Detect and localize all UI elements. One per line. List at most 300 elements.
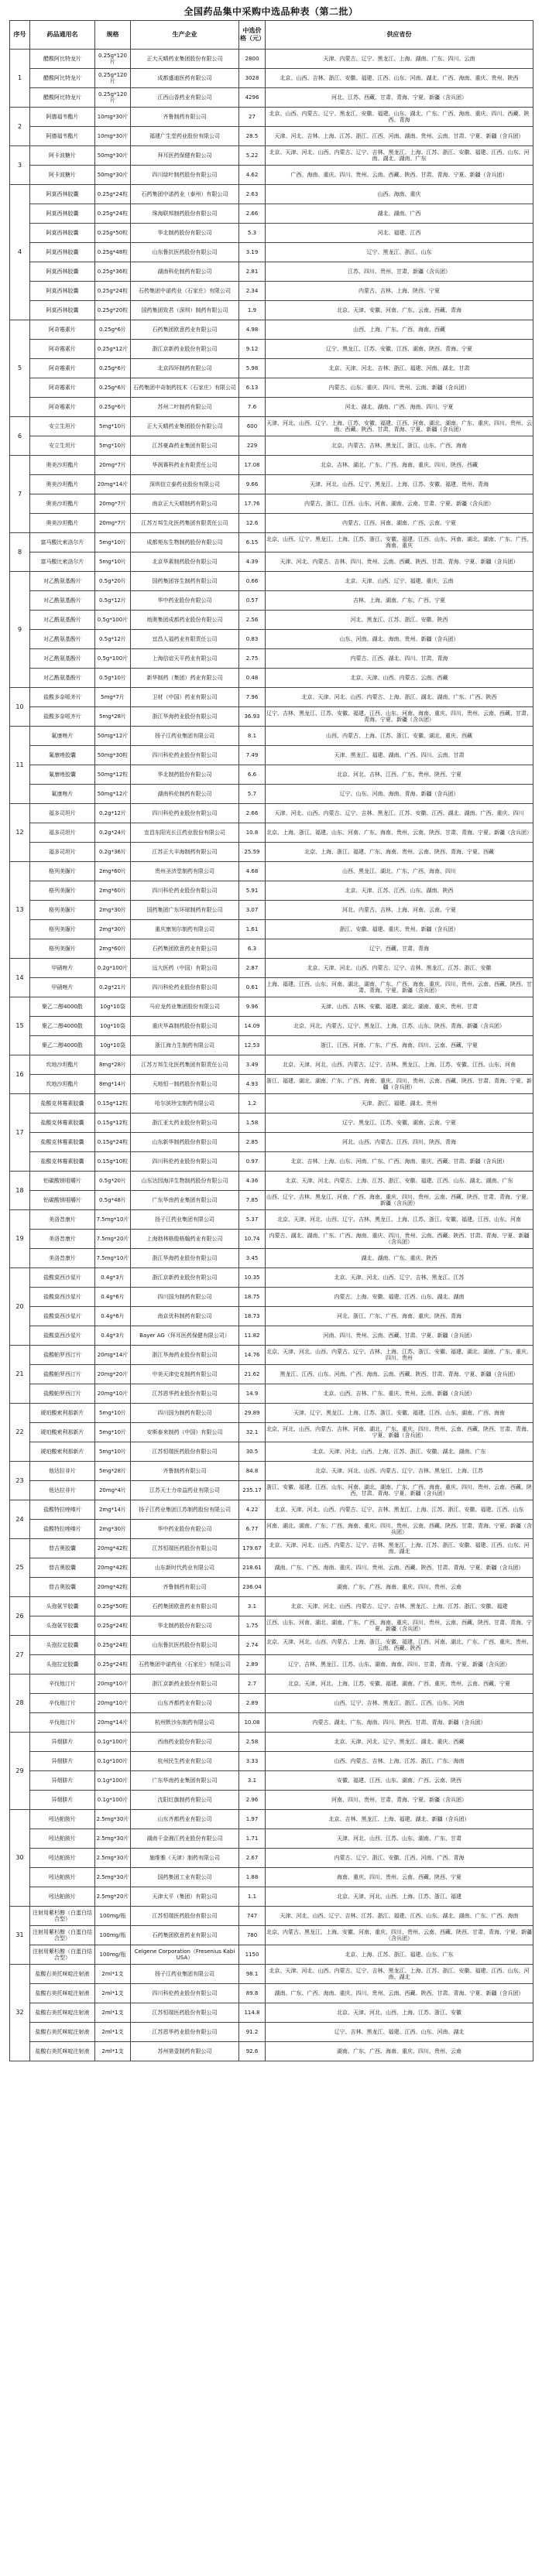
cell-regions: 山西、内蒙古、上海、江苏、浙江、安徽、湖北、重庆、西藏 xyxy=(266,727,533,746)
cell-name: 富马酸比索洛尔片 xyxy=(30,533,95,552)
cell-regions: 北京、天津、河北、山西、上海、江苏、浙江、安徽、湖北、湖南、广东 xyxy=(266,1442,533,1462)
table-row xyxy=(10,1288,533,1307)
table-row xyxy=(10,1907,533,1926)
cell-price: 236.04 xyxy=(239,1578,266,1597)
table-row xyxy=(10,572,533,591)
cell-spec: 0.25g*120片 xyxy=(95,88,131,108)
cell-name: 辛伐他汀片 xyxy=(30,1713,95,1733)
cell-seq: 27 xyxy=(10,1636,30,1675)
table-row xyxy=(10,1887,533,1907)
table-row xyxy=(10,920,533,939)
cell-spec: 0.25g*24粒 xyxy=(95,185,131,204)
cell-regions: 上海、福建、江西、山东、河南、湖北、湖南、广东、广西、海南、重庆、四川、贵州、云南、西藏、陕西、甘肃、青海、宁夏、新疆（含兵团） xyxy=(266,978,533,997)
cell-regions: 北京、内蒙古、吉林、黑龙江、浙江、山东、广西、海南 xyxy=(266,436,533,456)
table-row xyxy=(10,1442,533,1462)
cell-price: 5.7 xyxy=(239,785,266,804)
cell-name: 聚乙二醇4000散 xyxy=(30,1017,95,1036)
cell-price: 2.81 xyxy=(239,262,266,282)
cell-company: 哈尔滨珍宝制药有限公司 xyxy=(131,1094,239,1114)
cell-price: 2.7 xyxy=(239,1675,266,1694)
page xyxy=(9,0,533,2061)
cell-regions: 天津、浙江、福建、湖北、贵州 xyxy=(266,1094,533,1114)
cell-company: 成都苑东生物制药股份有限公司 xyxy=(131,533,239,552)
cell-seq: 28 xyxy=(10,1675,30,1733)
cell-price: 10.74 xyxy=(239,1230,266,1249)
cell-name: 吲达帕胺片 xyxy=(30,1810,95,1829)
cell-name: 异烟肼片 xyxy=(30,1752,95,1771)
cell-regions: 北京、天津、河北、山西、内蒙古、辽宁、吉林、黑龙江、上海、江苏 xyxy=(266,1462,533,1481)
cell-regions: 内蒙古、山东、重庆、四川、贵州、云南、新疆（含兵团） xyxy=(266,378,533,398)
cell-price: 30.5 xyxy=(239,1442,266,1462)
cell-regions: 北京、吉林、湖北、广东、广西、海南、重庆、四川、陕西、西藏 xyxy=(266,456,533,475)
cell-regions: 浙江、江西、河南、广东、广西、海南、四川、云南、西藏、宁夏 xyxy=(266,1036,533,1055)
cell-spec: 2mg*60片 xyxy=(95,881,131,901)
cell-company: 湖南千金湘江药业股份有限公司 xyxy=(131,1829,239,1849)
cell-spec: 0.5g*12片 xyxy=(95,591,131,611)
cell-company: 浙江亚太药业股份有限公司 xyxy=(131,1114,239,1133)
cell-regions: 北京、天津、河北、辽宁、黑龙江、湖北、重庆、西藏 xyxy=(266,1733,533,1752)
cell-price: 89.8 xyxy=(239,1984,266,2003)
table-row xyxy=(10,1558,533,1578)
cell-spec: 0.25g*24粒 xyxy=(95,1616,131,1636)
cell-spec: 5mg*28片 xyxy=(95,1462,131,1481)
cell-name: 安立生坦片 xyxy=(30,436,95,456)
cell-regions: 内蒙古、湖北、广东、海南、四川、陕西、甘肃、青海、新疆（含兵团） xyxy=(266,1713,533,1733)
cell-spec: 20mg*7片 xyxy=(95,456,131,475)
cell-name: 氟康唑胶囊 xyxy=(30,746,95,765)
cell-seq: 9 xyxy=(10,572,30,688)
cell-seq: 26 xyxy=(10,1597,30,1636)
cell-price: 29.89 xyxy=(239,1404,266,1423)
cell-price: 5.98 xyxy=(239,359,266,378)
table-row xyxy=(10,1191,533,1210)
cell-company: 上海信谊天平药业有限公司 xyxy=(131,649,239,669)
cell-price: 3.1 xyxy=(239,1597,266,1616)
cell-price: 14.76 xyxy=(239,1346,266,1365)
table-row xyxy=(10,456,533,475)
cell-regions: 天津、黑龙江、福建、湖南、广西、四川、云南、甘肃 xyxy=(266,746,533,765)
cell-name: 福多司坦片 xyxy=(30,843,95,862)
cell-regions: 北京、天津、河北、上海、江苏、安徽、福建、湖南、广西、重庆、贵州、云南、西藏、宁夏 xyxy=(266,1675,533,1694)
table-row xyxy=(10,1249,533,1268)
cell-regions: 北京、天津、江苏、江西、山东、湖南、陕西 xyxy=(266,881,533,901)
cell-company: 石药集团中诺药业（泰州）有限公司 xyxy=(131,185,239,204)
cell-regions: 安徽、福建、江西、山东、湖南、广西、云南、陕西 xyxy=(266,1771,533,1791)
cell-spec: 50mg*12片 xyxy=(95,727,131,746)
cell-regions: 内蒙古、吉林、上海、陕西、宁夏 xyxy=(266,282,533,301)
cell-name: 盐酸克林霉素胶囊 xyxy=(30,1133,95,1152)
cell-spec: 20mg*42粒 xyxy=(95,1578,131,1597)
cell-company: 山东新华制药股份有限公司 xyxy=(131,1133,239,1152)
cell-name: 盐酸莫西沙星片 xyxy=(30,1288,95,1307)
table-row xyxy=(10,1810,533,1829)
table-row xyxy=(10,823,533,843)
cell-name: 铝碳酸镁咀嚼片 xyxy=(30,1172,95,1191)
cell-name: 氟康唑胶囊 xyxy=(30,765,95,785)
cell-regions: 辽宁、吉林、黑龙江、江苏、安徽、福建、江西、山东、河南、海南、重庆、四川、贵州、云南、西藏、甘肃、青海、宁夏、新疆（含兵团） xyxy=(266,707,533,727)
cell-regions: 北京、天津、河北、山西、内蒙古、辽宁、吉林、黑龙江、江苏、浙江、安徽 xyxy=(266,959,533,978)
table-row xyxy=(10,398,533,417)
cell-name: 聚乙二醇4000散 xyxy=(30,997,95,1017)
cell-name: 福多司坦片 xyxy=(30,823,95,843)
cell-spec: 50mg*12片 xyxy=(95,785,131,804)
table-row xyxy=(10,494,533,514)
cell-company: 四川科伦药业股份有限公司 xyxy=(131,978,239,997)
cell-name: 盐酸莫西沙星片 xyxy=(30,1307,95,1326)
cell-price: 1.88 xyxy=(239,1868,266,1887)
cell-company: 扬子江药业集团江苏制药股份有限公司 xyxy=(131,1500,239,1520)
cell-company: 江西山香药业有限公司 xyxy=(131,88,239,108)
cell-company: 国药集团工业有限公司 xyxy=(131,1868,239,1887)
cell-price: 0.48 xyxy=(239,669,266,688)
cell-company: 四川科伦药业股份有限公司 xyxy=(131,804,239,823)
page-title: 全国药品集中采购中选品种表（第二批） xyxy=(184,6,358,17)
cell-spec: 100mg/瓶 xyxy=(95,1907,131,1926)
cell-company: 浙江京新药业股份有限公司 xyxy=(131,1268,239,1288)
cell-spec: 20mg*42粒 xyxy=(95,1539,131,1558)
cell-regions: 山西、上海、广东、广西、海南、西藏 xyxy=(266,320,533,340)
cell-regions: 河北、黑龙江、江苏、浙江、安徽、陕西 xyxy=(266,611,533,630)
table-row xyxy=(10,224,533,243)
cell-spec: 5mg*28片 xyxy=(95,707,131,727)
table-row xyxy=(10,378,533,398)
table-row xyxy=(10,1500,533,1520)
cell-price: 179.67 xyxy=(239,1539,266,1558)
table-row xyxy=(10,552,533,572)
cell-price: 10.08 xyxy=(239,1713,266,1733)
cell-regions: 北京、上海、江苏、浙江、福建、山东、广东 xyxy=(266,1945,533,1965)
cell-regions: 北京、山西、内蒙古、辽宁、黑龙江、安徽、福建、山东、湖北、广东、广西、海南、重庆、四川、西藏、陕西、青海 xyxy=(266,108,533,127)
cell-spec: 20mg*7片 xyxy=(95,494,131,514)
cell-price: 4296 xyxy=(239,88,266,108)
cell-company: 国药集团广东环球制药有限公司 xyxy=(131,901,239,920)
cell-price: 2.67 xyxy=(239,1849,266,1868)
cell-regions: 海南、重庆、四川、贵州、云南、西藏、陕西、宁夏 xyxy=(266,1868,533,1887)
cell-spec: 20mg*14片 xyxy=(95,1713,131,1733)
cell-spec: 0.25g*12片 xyxy=(95,340,131,359)
cell-name: 阿莫西林胶囊 xyxy=(30,301,95,320)
cell-company: 安斯泰来制药（中国）有限公司 xyxy=(131,1423,239,1442)
cell-company: 浙江华海药业股份有限公司 xyxy=(131,707,239,727)
cell-price: 3.07 xyxy=(239,901,266,920)
cell-company: 江苏恒瑞医药股份有限公司 xyxy=(131,1442,239,1462)
cell-seq: 17 xyxy=(10,1094,30,1172)
cell-regions: 湖北、湖南、广东、重庆、陕西 xyxy=(266,1249,533,1268)
cell-regions: 河北、湖北、湖南、广西、海南、四川、宁夏 xyxy=(266,398,533,417)
cell-spec: 0.5g*12片 xyxy=(95,630,131,649)
cell-name: 格列美脲片 xyxy=(30,901,95,920)
table-row xyxy=(10,901,533,920)
cell-regions: 北京、天津、安徽、河南、广东、云南、西藏、青海 xyxy=(266,301,533,320)
cell-company: 江苏天士力帝益药业有限公司 xyxy=(131,1481,239,1500)
cell-price: 7.85 xyxy=(239,1191,266,1210)
cell-spec: 2ml*1支 xyxy=(95,1965,131,1984)
table-row xyxy=(10,1307,533,1326)
cell-price: 4.98 xyxy=(239,320,266,340)
cell-name: 盐酸帕罗西汀片 xyxy=(30,1346,95,1365)
cell-seq: 4 xyxy=(10,185,30,320)
cell-spec: 0.5g*20片 xyxy=(95,1172,131,1191)
cell-regions: 北京、天津、河北、山西、内蒙古、上海、浙江、安徽、福建、江西、河南、湖北、广东、广西、重庆、贵州、云南、西藏、陕西 xyxy=(266,1636,533,1655)
cell-company: 施维雅（天津）制药有限公司 xyxy=(131,1849,239,1868)
table-row xyxy=(10,1926,533,1945)
cell-name: 奥美沙坦酯片 xyxy=(30,456,95,475)
cell-spec: 2.5mg*20片 xyxy=(95,1887,131,1907)
cell-seq: 25 xyxy=(10,1539,30,1597)
cell-regions: 江苏、四川、贵州、甘肃、新疆（含兵团） xyxy=(266,262,533,282)
table-row xyxy=(10,746,533,765)
cell-regions: 辽宁、西藏、甘肃、青海 xyxy=(266,939,533,959)
cell-spec: 0.25g*48粒 xyxy=(95,243,131,262)
cell-regions: 湖南、广东、广西、海南、重庆、四川、贵州、云南、西藏、陕西、甘肃、青海、宁夏、新疆（含兵团） xyxy=(266,1558,533,1578)
cell-name: 盐酸特拉唑嗪片 xyxy=(30,1500,95,1520)
cell-name: 对乙酰氨基酚片 xyxy=(30,591,95,611)
cell-spec: 0.25g*50粒 xyxy=(95,224,131,243)
cell-spec: 20mg*4片 xyxy=(95,1481,131,1500)
cell-regions: 北京、天津、河北、山西、内蒙古、辽宁、吉林、黑龙江、上海、江苏、浙江、安徽、福建、江西、山东、河南、湖北 xyxy=(266,1965,533,1984)
cell-regions: 黑龙江、江西、山东、河南、广西、海南、云南、西藏、陕西、甘肃、青海、宁夏、新疆（含兵团） xyxy=(266,1365,533,1384)
cell-name: 坎地沙坦酯片 xyxy=(30,1075,95,1094)
cell-seq: 7 xyxy=(10,456,30,533)
cell-spec: 20mg*14片 xyxy=(95,1346,131,1365)
cell-regions: 河北、福建、江西 xyxy=(266,224,533,243)
cell-price: 1.58 xyxy=(239,1114,266,1133)
cell-name: 奥美沙坦酯片 xyxy=(30,494,95,514)
cell-spec: 0.25g*24粒 xyxy=(95,282,131,301)
cell-price: 32.1 xyxy=(239,1423,266,1442)
cell-regions: 辽宁、黑龙江、浙江、山东 xyxy=(266,243,533,262)
cell-regions: 北京、天津、河北、内蒙古、上海、江苏、浙江、安徽、福建、江西、山东、湖北、湖南、广东 xyxy=(266,1172,533,1191)
table-row xyxy=(10,669,533,688)
table-row xyxy=(10,301,533,320)
cell-company: 四川绿叶制药股份有限公司 xyxy=(131,166,239,185)
cell-spec: 20mg*14片 xyxy=(95,475,131,494)
cell-name: 他达拉非片 xyxy=(30,1462,95,1481)
cell-name: 盐酸右美托咪啶注射液 xyxy=(30,2042,95,2061)
cell-company: 江苏恒瑞医药股份有限公司 xyxy=(131,1539,239,1558)
cell-spec: 0.4g*3片 xyxy=(95,1326,131,1346)
cell-name: 奥美沙坦酯片 xyxy=(30,514,95,533)
cell-regions: 河南、四川、贵州、甘肃、青海、宁夏、新疆（含兵团） xyxy=(266,1791,533,1810)
cell-regions: 北京、天津、河北、山西、内蒙古、辽宁、吉林、黑龙江、上海、江苏、浙江、安徽、福建、江西、山东、河南、湖北、湖南、广东 xyxy=(266,146,533,166)
cell-name: 格列美脲片 xyxy=(30,862,95,881)
cell-spec: 0.25g*6片 xyxy=(95,320,131,340)
cell-seq: 1 xyxy=(10,50,30,108)
table-row xyxy=(10,1868,533,1887)
cell-name: 阿卡波糖片 xyxy=(30,146,95,166)
table-row xyxy=(10,707,533,727)
cell-regions: 天津、河北、山西、内蒙古、辽宁、吉林、黑龙江、江苏、安徽、江西、湖北、湖南、广西、重庆、四川 xyxy=(266,804,533,823)
table-row xyxy=(10,1404,533,1423)
cell-spec: 0.25g*36粒 xyxy=(95,262,131,282)
cell-price: 8.1 xyxy=(239,727,266,746)
table-row xyxy=(10,127,533,146)
cell-name: 盐酸右美托咪啶注射液 xyxy=(30,1965,95,1984)
cell-price: 12.53 xyxy=(239,1036,266,1055)
cell-spec: 50mg*12粒 xyxy=(95,765,131,785)
cell-regions: 湖北、湖南、广西 xyxy=(266,204,533,224)
cell-price: 2.56 xyxy=(239,611,266,630)
cell-name: 他达拉非片 xyxy=(30,1481,95,1500)
table-row xyxy=(10,1172,533,1191)
cell-price: 1.75 xyxy=(239,1616,266,1636)
cell-company: 石药集团欧意药业有限公司 xyxy=(131,1597,239,1616)
cell-seq: 30 xyxy=(10,1810,30,1907)
cell-price: 25.59 xyxy=(239,843,266,862)
table-row xyxy=(10,359,533,378)
cell-spec: 5mg*10片 xyxy=(95,533,131,552)
cell-name: 对乙酰氨基酚片 xyxy=(30,649,95,669)
cell-spec: 10g*10袋 xyxy=(95,997,131,1017)
cell-price: 2.58 xyxy=(239,1733,266,1752)
table-row xyxy=(10,959,533,978)
cell-company: 天地恒一制药股份有限公司 xyxy=(131,1075,239,1094)
cell-spec: 5mg*10片 xyxy=(95,1423,131,1442)
cell-price: 229 xyxy=(239,436,266,456)
cell-price: 14.09 xyxy=(239,1017,266,1036)
cell-regions: 山西、内蒙古、吉林、上海、江苏、浙江、广东、海南 xyxy=(266,1752,533,1771)
cell-spec: 0.1g*100片 xyxy=(95,1752,131,1771)
cell-seq: 18 xyxy=(10,1172,30,1210)
cell-company: 深圳信立泰药业股份有限公司 xyxy=(131,475,239,494)
cell-regions: 北京、吉林、黑龙江、上海、福建、湖北、新疆（含兵团） xyxy=(266,1810,533,1829)
cell-name: 醋酸阿比特龙片 xyxy=(30,69,95,88)
cell-seq: 29 xyxy=(10,1733,30,1810)
cell-seq: 3 xyxy=(10,146,30,185)
cell-regions: 北京、天津、山西、辽宁、福建、重庆、云南 xyxy=(266,572,533,591)
table-row xyxy=(10,630,533,649)
cell-company: 浙江京新药业股份有限公司 xyxy=(131,1675,239,1694)
cell-spec: 2mg*30片 xyxy=(95,901,131,920)
cell-company: 四川科伦药业股份有限公司 xyxy=(131,1152,239,1172)
cell-name: 吲达帕胺片 xyxy=(30,1887,95,1907)
cell-name: 氟康唑片 xyxy=(30,785,95,804)
table-row xyxy=(10,1675,533,1694)
cell-name: 盐酸克林霉素胶囊 xyxy=(30,1114,95,1133)
table-row xyxy=(10,1694,533,1713)
table-row xyxy=(10,108,533,127)
table-row xyxy=(10,1829,533,1849)
cell-company: 湖南科伦制药有限公司 xyxy=(131,785,239,804)
cell-regions: 天津、内蒙古、辽宁、黑龙江、上海、湖南、广东、四川、云南 xyxy=(266,50,533,69)
table-row xyxy=(10,804,533,823)
cell-company: 石药集团欧意药业有限公司 xyxy=(131,1926,239,1945)
cell-company: 山东鲁抗医药股份有限公司 xyxy=(131,1636,239,1655)
cell-company: 扬子江药业集团有限公司 xyxy=(131,1965,239,1984)
cell-price: 218.61 xyxy=(239,1558,266,1578)
cell-price: 18.73 xyxy=(239,1307,266,1326)
cell-company: 上海勃林格殷格翰药业有限公司 xyxy=(131,1230,239,1249)
cell-regions: 浙江、安徽、福建、江西、山东、河南、湖北、湖南、广东、广西、海南、重庆、四川、贵州、云南、西藏、陕西、甘肃、青海、宁夏、新疆（含兵团） xyxy=(266,1481,533,1500)
table-row xyxy=(10,417,533,436)
cell-company: 石药集团欧意药业有限公司 xyxy=(131,939,239,959)
cell-price: 0.83 xyxy=(239,630,266,649)
table-row xyxy=(10,1771,533,1791)
cell-name: 头孢氨苄胶囊 xyxy=(30,1616,95,1636)
cell-price: 1.97 xyxy=(239,1810,266,1829)
cell-name: 阿奇霉素片 xyxy=(30,398,95,417)
cell-regions: 浙江、福建、湖北、湖南、广东、广西、海南、重庆、四川、贵州、云南、西藏、陕西、甘肃、青海、宁夏、新疆（含兵团） xyxy=(266,1075,533,1094)
cell-name: 盐酸多奈哌齐片 xyxy=(30,707,95,727)
cell-spec: 0.5g*10片 xyxy=(95,669,131,688)
cell-regions: 吉林、上海、湖南、广东、广西、宁夏 xyxy=(266,591,533,611)
cell-regions: 天津、河北、山西、辽宁、上海、江苏、安徽、福建、江西、河南、湖北、湖南、广东、重庆、四川、贵州、云南、西藏、陕西、甘肃、青海、宁夏、新疆（含兵团） xyxy=(266,417,533,436)
cell-regions: 天津、山西、吉林、安徽、福建、湖北、湖南、重庆、贵州、甘肃 xyxy=(266,997,533,1017)
table-row xyxy=(10,1733,533,1752)
cell-spec: 7.5mg*10片 xyxy=(95,1210,131,1230)
cell-company: 新华制药（集团）药业有限公司 xyxy=(131,669,239,688)
cell-spec: 0.15g*24粒 xyxy=(95,1133,131,1152)
cell-regions: 北京、山西、辽宁、黑龙江、上海、江苏、浙江、安徽、福建、江西、山东、河南、湖北、湖南、广东、广西、海南、重庆 xyxy=(266,533,533,552)
cell-company: 石药集团中诺药业（石家庄）有限公司 xyxy=(131,282,239,301)
cell-spec: 100mg/瓶 xyxy=(95,1926,131,1945)
cell-company: 四川科伦药业股份有限公司 xyxy=(131,1984,239,2003)
cell-spec: 0.25g*120片 xyxy=(95,69,131,88)
cell-regions: 内蒙古、上海、安徽、福建、江西、山东、湖北、湖南 xyxy=(266,1288,533,1307)
cell-company: 浙江华海药业股份有限公司 xyxy=(131,1249,239,1268)
cell-spec: 0.25g*6片 xyxy=(95,378,131,398)
cell-name: 格列美脲片 xyxy=(30,939,95,959)
cell-spec: 20mg*10片 xyxy=(95,1694,131,1713)
cell-price: 2.66 xyxy=(239,804,266,823)
cell-company: 贵州圣济堂制药有限公司 xyxy=(131,862,239,881)
cell-price: 780 xyxy=(239,1926,266,1945)
cell-price: 9.66 xyxy=(239,475,266,494)
cell-regions: 天津、辽宁、黑龙江、上海、江苏、浙江、安徽、福建、江西、山东、湖南、广西、海南 xyxy=(266,1404,533,1423)
cell-regions: 北京、天津、河北、山西、内蒙古、辽宁、吉林、上海、江苏、浙江、安徽、福建、湖北、湖南、广东、重庆、四川、贵州 xyxy=(266,1346,533,1365)
cell-regions: 山东、河南、湖北、海南、贵州、新疆（含兵团） xyxy=(266,630,533,649)
cell-spec: 2ml*1支 xyxy=(95,2023,131,2042)
cell-company: 华北制药股份有限公司 xyxy=(131,765,239,785)
cell-regions: 湖南、广东、广西、海南、重庆、四川、贵州、云南 xyxy=(266,2042,533,2061)
cell-name: 对乙酰氨基酚片 xyxy=(30,669,95,688)
cell-company: 南京优科制药有限公司 xyxy=(131,1307,239,1326)
cell-spec: 0.25g*120片 xyxy=(95,50,131,69)
table-row xyxy=(10,978,533,997)
cell-name: 富马酸比索洛尔片 xyxy=(30,552,95,572)
cell-price: 4.68 xyxy=(239,862,266,881)
table-row xyxy=(10,1791,533,1810)
cell-price: 2.96 xyxy=(239,1791,266,1810)
table-row xyxy=(10,1075,533,1094)
cell-price: 7.6 xyxy=(239,398,266,417)
cell-company: 拜耳医药保健有限公司 xyxy=(131,146,239,166)
cell-regions: 湖南、广东、广西、海南、重庆、四川、贵州、云南 xyxy=(266,1578,533,1597)
cell-price: 9.96 xyxy=(239,997,266,1017)
cell-company: 马应龙药业集团股份有限公司 xyxy=(131,997,239,1017)
cell-name: 阿莫西林胶囊 xyxy=(30,262,95,282)
cell-company: 天津太平（集团）有限公司 xyxy=(131,1887,239,1907)
table-row xyxy=(10,1384,533,1404)
cell-company: 北京四环制药有限公司 xyxy=(131,359,239,378)
cell-company: 四川科伦药业股份有限公司 xyxy=(131,881,239,901)
cell-name: 对乙酰氨基酚片 xyxy=(30,611,95,630)
cell-spec: 8mg*28片 xyxy=(95,1055,131,1075)
cell-price: 3.1 xyxy=(239,1771,266,1791)
cell-price: 4.22 xyxy=(239,1500,266,1520)
cell-spec: 8mg*14片 xyxy=(95,1075,131,1094)
cell-spec: 2ml*1支 xyxy=(95,2003,131,2023)
cell-spec: 5mg*10片 xyxy=(95,1404,131,1423)
table-row xyxy=(10,262,533,282)
cell-regions: 天津、河北、内蒙古、吉林、四川、贵州、云南、西藏、陕西、甘肃、青海、宁夏、新疆（含兵团） xyxy=(266,552,533,572)
cell-company: 苏州二叶制药有限公司 xyxy=(131,398,239,417)
cell-name: 氟康唑片 xyxy=(30,727,95,746)
cell-company: 石药集团中奇制药技术（石家庄）有限公司 xyxy=(131,378,239,398)
cell-name: 美洛昔康片 xyxy=(30,1210,95,1230)
table-row xyxy=(10,340,533,359)
cell-name: 醋酸阿比特龙片 xyxy=(30,88,95,108)
